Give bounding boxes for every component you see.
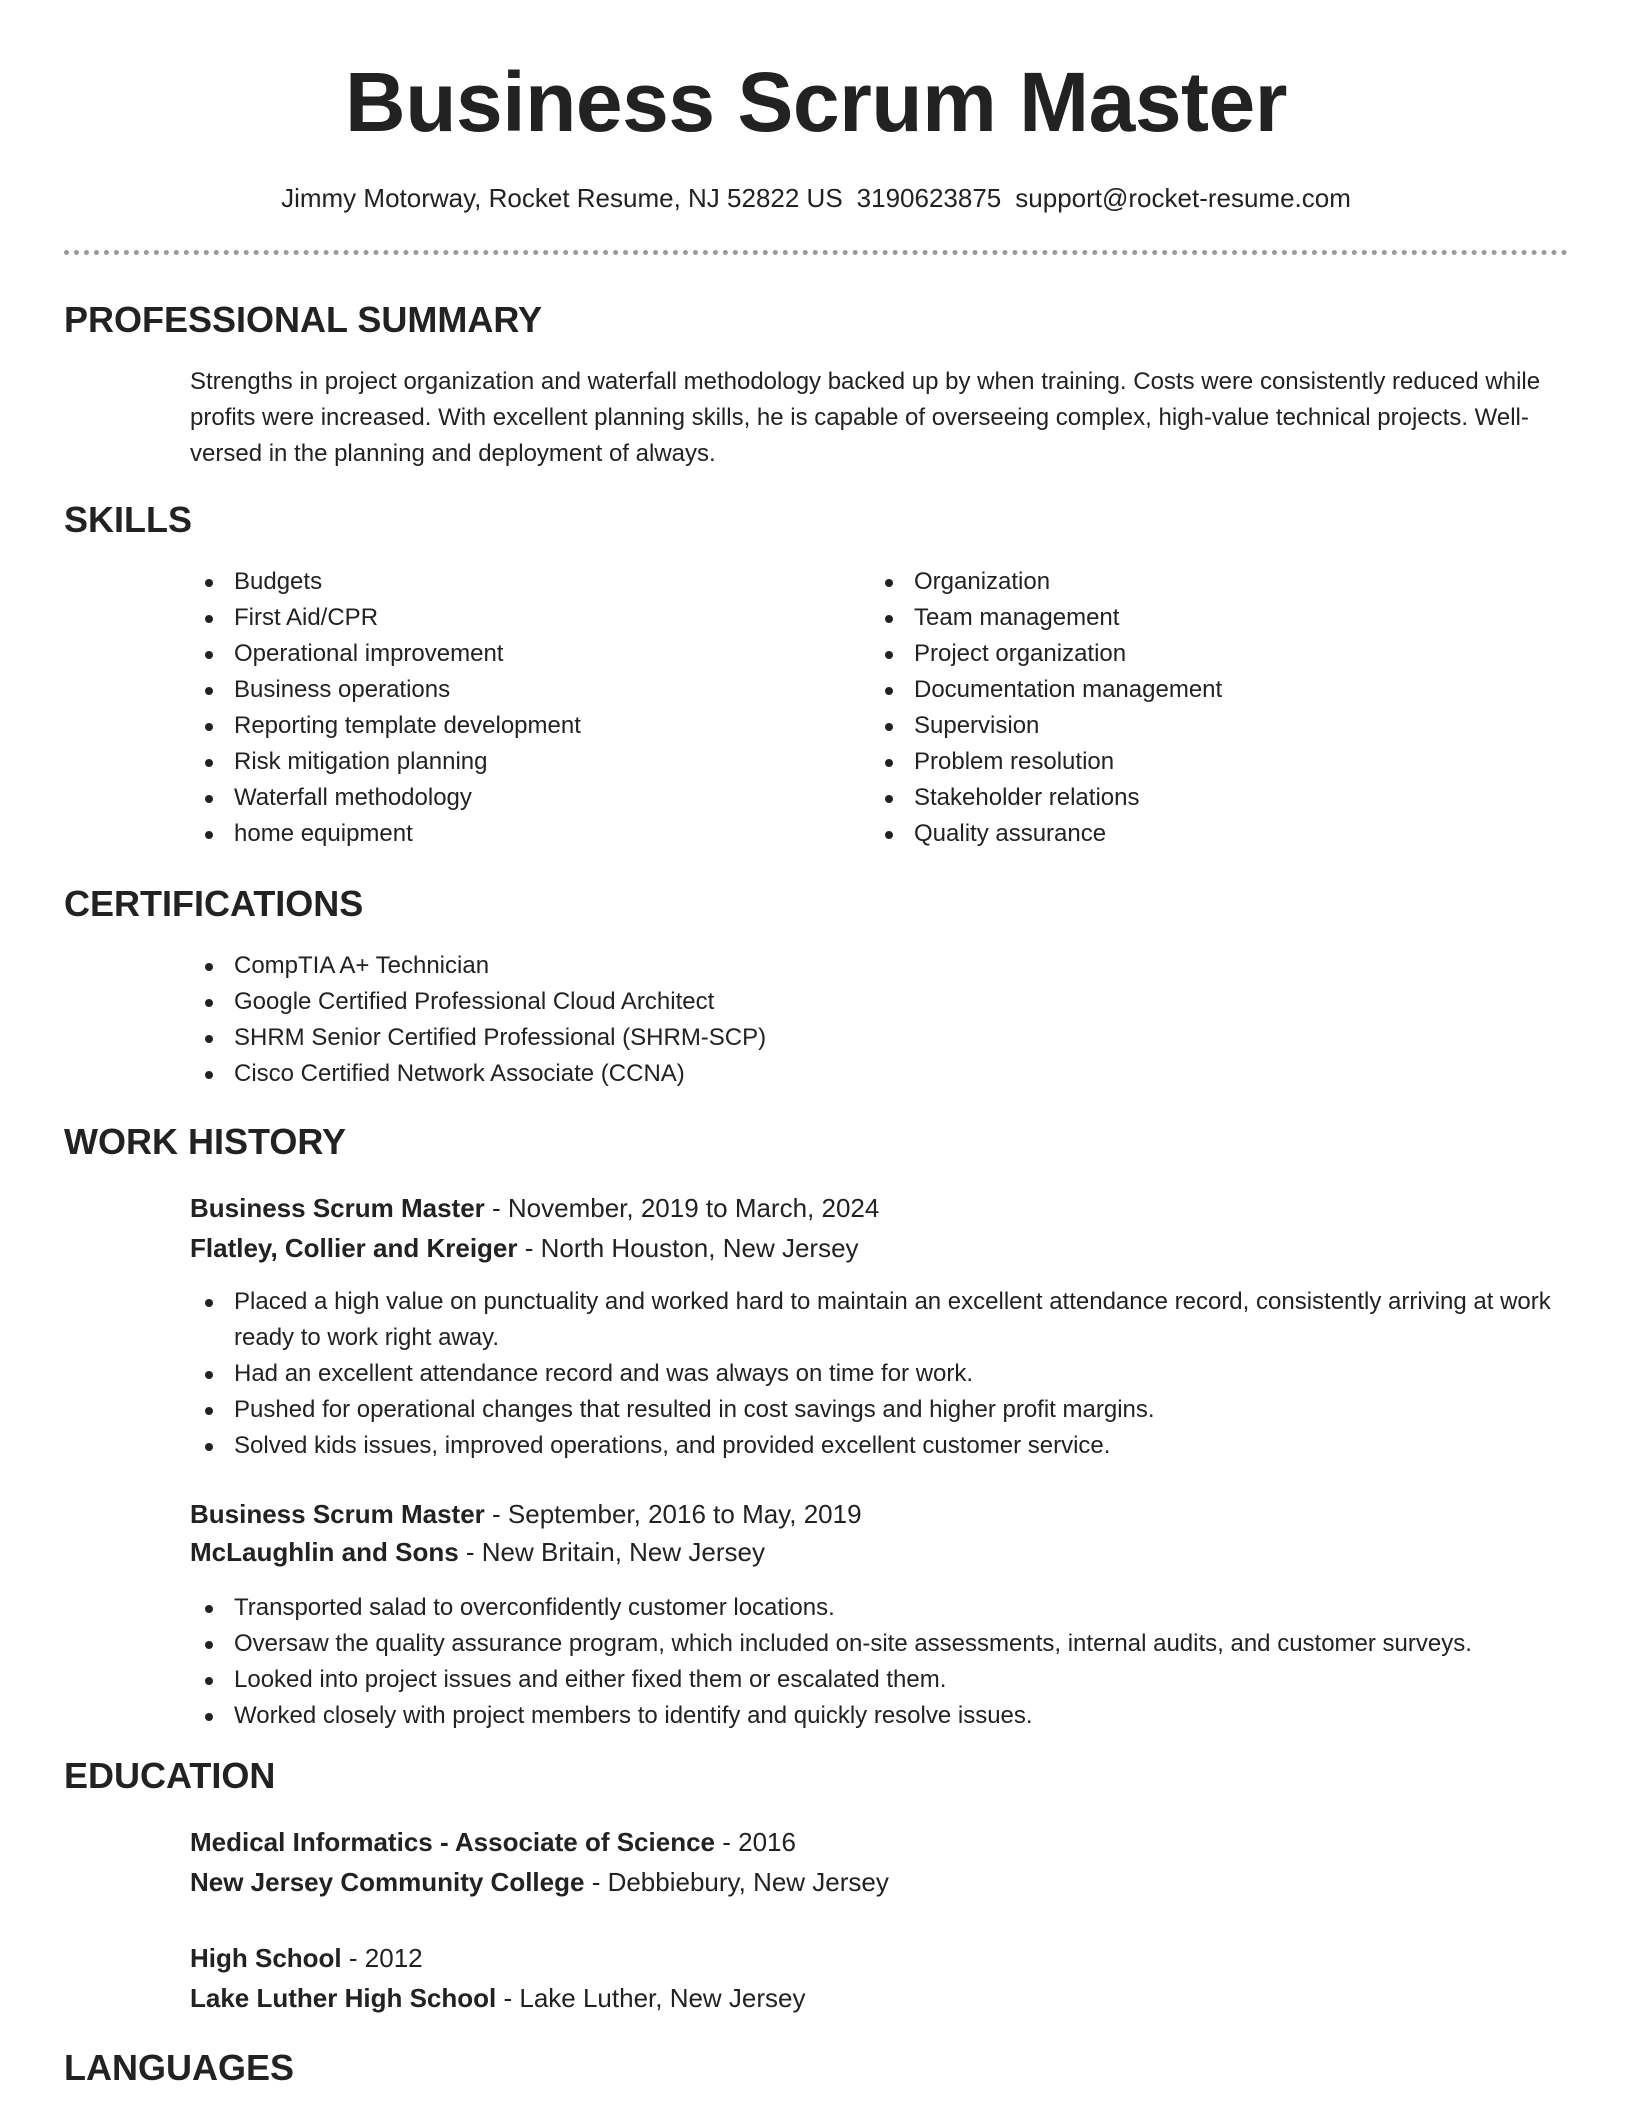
job-title-line <box>190 1188 879 1228</box>
job-dates: - September, 2016 to May, 2019 <box>484 1499 862 1529</box>
skills-list-left <box>190 564 810 852</box>
job-bullet: Solved kids issues, improved operations, and provided excellent customer service. <box>190 1428 1600 1464</box>
job-bullet: Looked into project issues and either fixed them or escalated them. <box>190 1662 1600 1698</box>
job-bullet: Placed a high value on punctuality and worked hard to maintain an excellent attendance record, consistently arriving at work ready to work right away. <box>190 1284 1600 1356</box>
section-heading-skills: SKILLS <box>64 499 193 540</box>
skill-item: First Aid/CPR <box>190 600 810 636</box>
header-divider <box>64 250 1568 255</box>
job-dates: - November, 2019 to March, 2024 <box>484 1193 880 1223</box>
job-title: Business Scrum Master <box>190 1193 485 1223</box>
education-year: - 2012 <box>341 1943 423 1973</box>
section-heading-summary: PROFESSIONAL SUMMARY <box>64 299 543 340</box>
skill-item: Stakeholder relations <box>870 780 1490 816</box>
certification-item: Google Certified Professional Cloud Architect <box>190 984 1560 1020</box>
education-school-line <box>190 1978 806 2018</box>
section-heading-languages: LANGUAGES <box>64 2047 295 2088</box>
skill-item: Team management <box>870 600 1490 636</box>
skill-item: Project organization <box>870 636 1490 672</box>
section-heading-education: EDUCATION <box>64 1755 276 1796</box>
job-bullet: Transported salad to overconfidently customer locations. <box>190 1590 1600 1626</box>
resume-title: Business Scrum Master <box>345 55 1287 149</box>
skill-item: home equipment <box>190 816 810 852</box>
education-degree: Medical Informatics - Associate of Science <box>190 1827 715 1857</box>
job-bullet: Worked closely with project members to identify and quickly resolve issues. <box>190 1698 1600 1734</box>
contact-line <box>64 180 1568 216</box>
skill-item: Organization <box>870 564 1490 600</box>
skill-item: Operational improvement <box>190 636 810 672</box>
job-bullet: Pushed for operational changes that resulted in cost savings and higher profit margins. <box>190 1392 1600 1428</box>
section-heading-work-history: WORK HISTORY <box>64 1121 347 1162</box>
skill-item: Problem resolution <box>870 744 1490 780</box>
skill-item: Quality assurance <box>870 816 1490 852</box>
section-heading-certifications: CERTIFICATIONS <box>64 883 364 924</box>
education-school-line <box>190 1862 889 1902</box>
education-degree-line <box>190 1938 423 1978</box>
certification-item: Cisco Certified Network Associate (CCNA) <box>190 1056 1560 1092</box>
education-location: - Debbiebury, New Jersey <box>584 1867 889 1897</box>
contact-address: Jimmy Motorway, Rocket Resume, NJ 52822 US <box>281 183 843 213</box>
job-location: - North Houston, New Jersey <box>517 1233 859 1263</box>
job-bullet: Oversaw the quality assurance program, which included on-site assessments, internal audits, and customer surveys. <box>190 1626 1600 1662</box>
certifications-list <box>190 948 1560 1092</box>
job-bullets <box>190 1284 1600 1464</box>
education-school: New Jersey Community College <box>190 1867 585 1897</box>
skill-item: Reporting template development <box>190 708 810 744</box>
education-degree: High School <box>190 1943 342 1973</box>
certification-item: CompTIA A+ Technician <box>190 948 1560 984</box>
education-degree-line <box>190 1822 796 1862</box>
job-company-line <box>190 1228 859 1268</box>
contact-email: support@rocket-resume.com <box>1015 183 1351 213</box>
skill-item: Supervision <box>870 708 1490 744</box>
job-location: - New Britain, New Jersey <box>458 1537 765 1567</box>
skill-item: Waterfall methodology <box>190 780 810 816</box>
job-company-line <box>190 1532 765 1572</box>
job-company: Flatley, Collier and Kreiger <box>190 1233 518 1263</box>
certification-item: SHRM Senior Certified Professional (SHRM-SCP) <box>190 1020 1560 1056</box>
skill-item: Budgets <box>190 564 810 600</box>
contact-phone: 3190623875 <box>856 183 1002 213</box>
summary-text: Strengths in project organization and waterfall methodology backed up by when training. Costs were consistently reduced while profits were increased. With excellent planning skills, he is capable of overseeing complex, high-value technical projects. Well-versed in the planning and deployment of always. <box>190 368 1541 467</box>
job-title-line <box>190 1494 862 1534</box>
job-title: Business Scrum Master <box>190 1499 485 1529</box>
skill-item: Documentation management <box>870 672 1490 708</box>
skill-item: Business operations <box>190 672 810 708</box>
job-bullets <box>190 1590 1600 1734</box>
job-bullet: Had an excellent attendance record and was always on time for work. <box>190 1356 1600 1392</box>
job-company: McLaughlin and Sons <box>190 1537 459 1567</box>
education-location: - Lake Luther, New Jersey <box>496 1983 806 2013</box>
education-year: - 2016 <box>715 1827 796 1857</box>
skill-item: Risk mitigation planning <box>190 744 810 780</box>
education-school: Lake Luther High School <box>190 1983 497 2013</box>
skills-list-right <box>870 564 1490 852</box>
